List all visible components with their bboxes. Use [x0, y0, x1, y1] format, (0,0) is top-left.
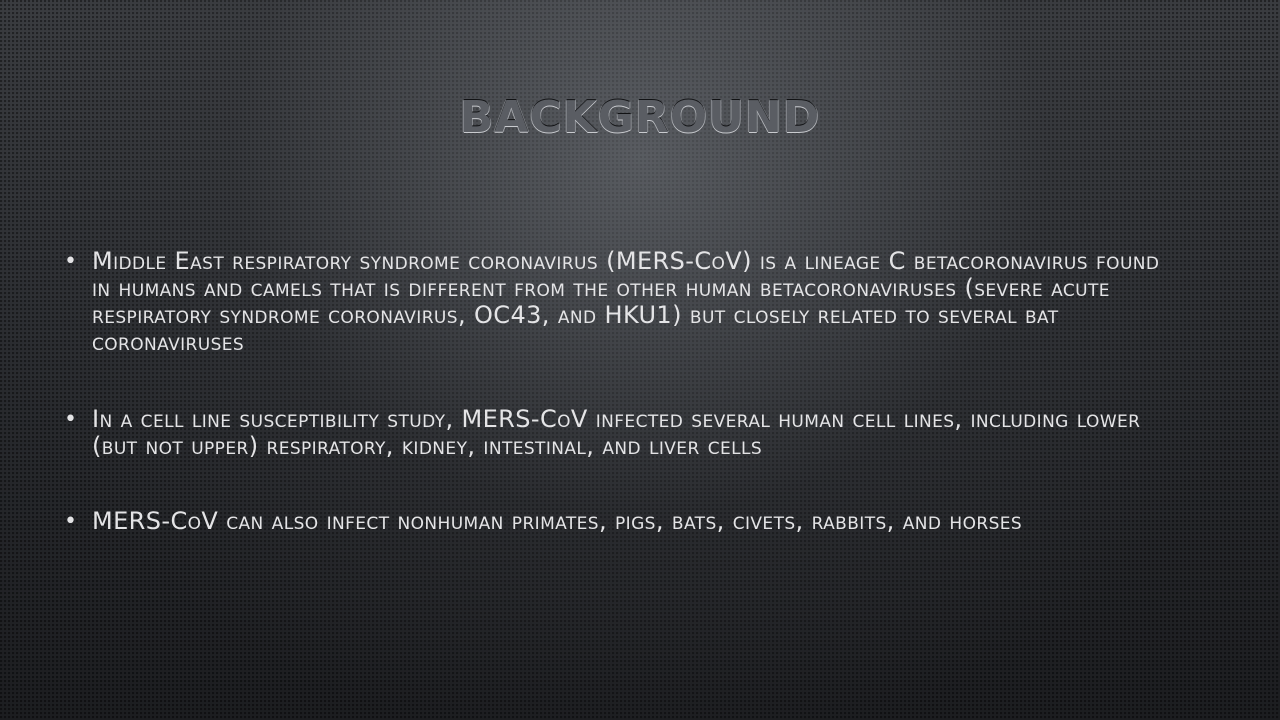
bullet-dot-icon: •	[64, 249, 78, 274]
slide-title: BACKGROUND	[459, 92, 821, 143]
bullet-text: In a cell line susceptibility study, MERS-CoV infected several human cell lines, including lower (but not upper) respiratory, kidney, intestinal, and liver cells	[92, 405, 1141, 460]
bullet-text: Middle East respiratory syndrome coronavirus (MERS-CoV) is a lineage C betacoronavirus found in humans and camels that is different from the other human betacoronaviruses (severe acute respiratory syndrome coronavirus, OC43, and HKU1) but closely related to several bat coronaviruses	[92, 247, 1160, 356]
bullet-dot-icon: •	[64, 407, 78, 432]
bullet-item	[64, 406, 1164, 460]
bullet-text: MERS-CoV can also infect nonhuman primates, pigs, bats, civets, rabbits, and horses	[92, 507, 1023, 535]
bullet-list	[64, 248, 1164, 585]
bullet-item	[64, 508, 1164, 535]
bullet-dot-icon: •	[64, 509, 78, 534]
bullet-item	[64, 248, 1164, 356]
